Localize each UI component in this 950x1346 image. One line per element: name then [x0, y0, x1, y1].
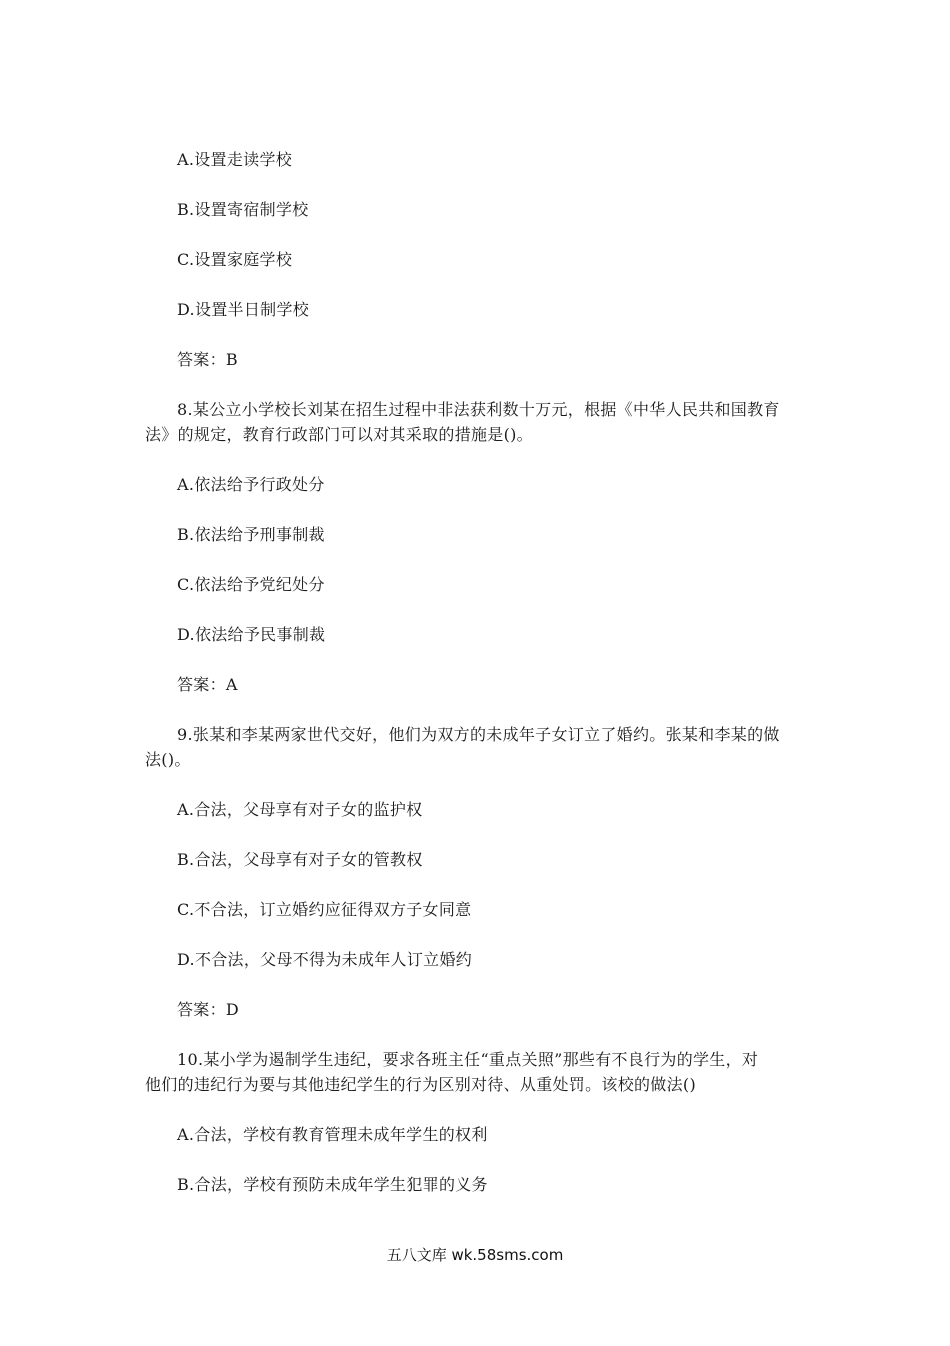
- q9-stem-line1: 9.张某和李某两家世代交好，他们为双方的未成年子女订立了婚约。张某和李某的做: [177, 725, 780, 744]
- q9-answer: 答案：D: [177, 1000, 240, 1019]
- q7-option-a: A.设置走读学校: [177, 150, 293, 169]
- q7-option-d: D.设置半日制学校: [177, 300, 310, 319]
- q9-option-c: C.不合法，订立婚约应征得双方子女同意: [177, 900, 472, 919]
- q8-option-b: B.依法给予刑事制裁: [177, 525, 325, 544]
- footer-watermark: 五八文库 wk.58sms.com: [386, 1246, 564, 1264]
- q7-answer: 答案：B: [177, 350, 238, 369]
- q10-option-a: A.合法，学校有教育管理未成年学生的权利: [177, 1125, 488, 1144]
- q8-option-c: C.依法给予党纪处分: [177, 575, 325, 594]
- q8-option-a: A.依法给予行政处分: [177, 475, 325, 494]
- q9-stem-line2: 法()。: [145, 750, 191, 769]
- q10-stem-line2: 他们的违纪行为要与其他违纪学生的行为区别对待、从重处罚。该校的做法(): [145, 1075, 696, 1094]
- q7-option-b: B.设置寄宿制学校: [177, 200, 309, 219]
- q9-option-a: A.合法，父母享有对子女的监护权: [177, 800, 423, 819]
- q10-stem-line1: 10.某小学为遏制学生违纪，要求各班主任“重点关照”那些有不良行为的学生，对: [177, 1050, 759, 1069]
- q7-option-c: C.设置家庭学校: [177, 250, 293, 269]
- q8-stem-line2: 法》的规定，教育行政部门可以对其采取的措施是()。: [145, 425, 533, 444]
- q9-option-b: B.合法，父母享有对子女的管教权: [177, 850, 423, 869]
- q8-stem-line1: 8.某公立小学校长刘某在招生过程中非法获利数十万元，根据《中华人民共和国教育: [177, 400, 780, 419]
- q8-answer: 答案：A: [177, 675, 238, 694]
- q10-option-b: B.合法，学校有预防未成年学生犯罪的义务: [177, 1175, 488, 1194]
- q8-option-d: D.依法给予民事制裁: [177, 625, 326, 644]
- q9-option-d: D.不合法，父母不得为未成年人订立婚约: [177, 950, 473, 969]
